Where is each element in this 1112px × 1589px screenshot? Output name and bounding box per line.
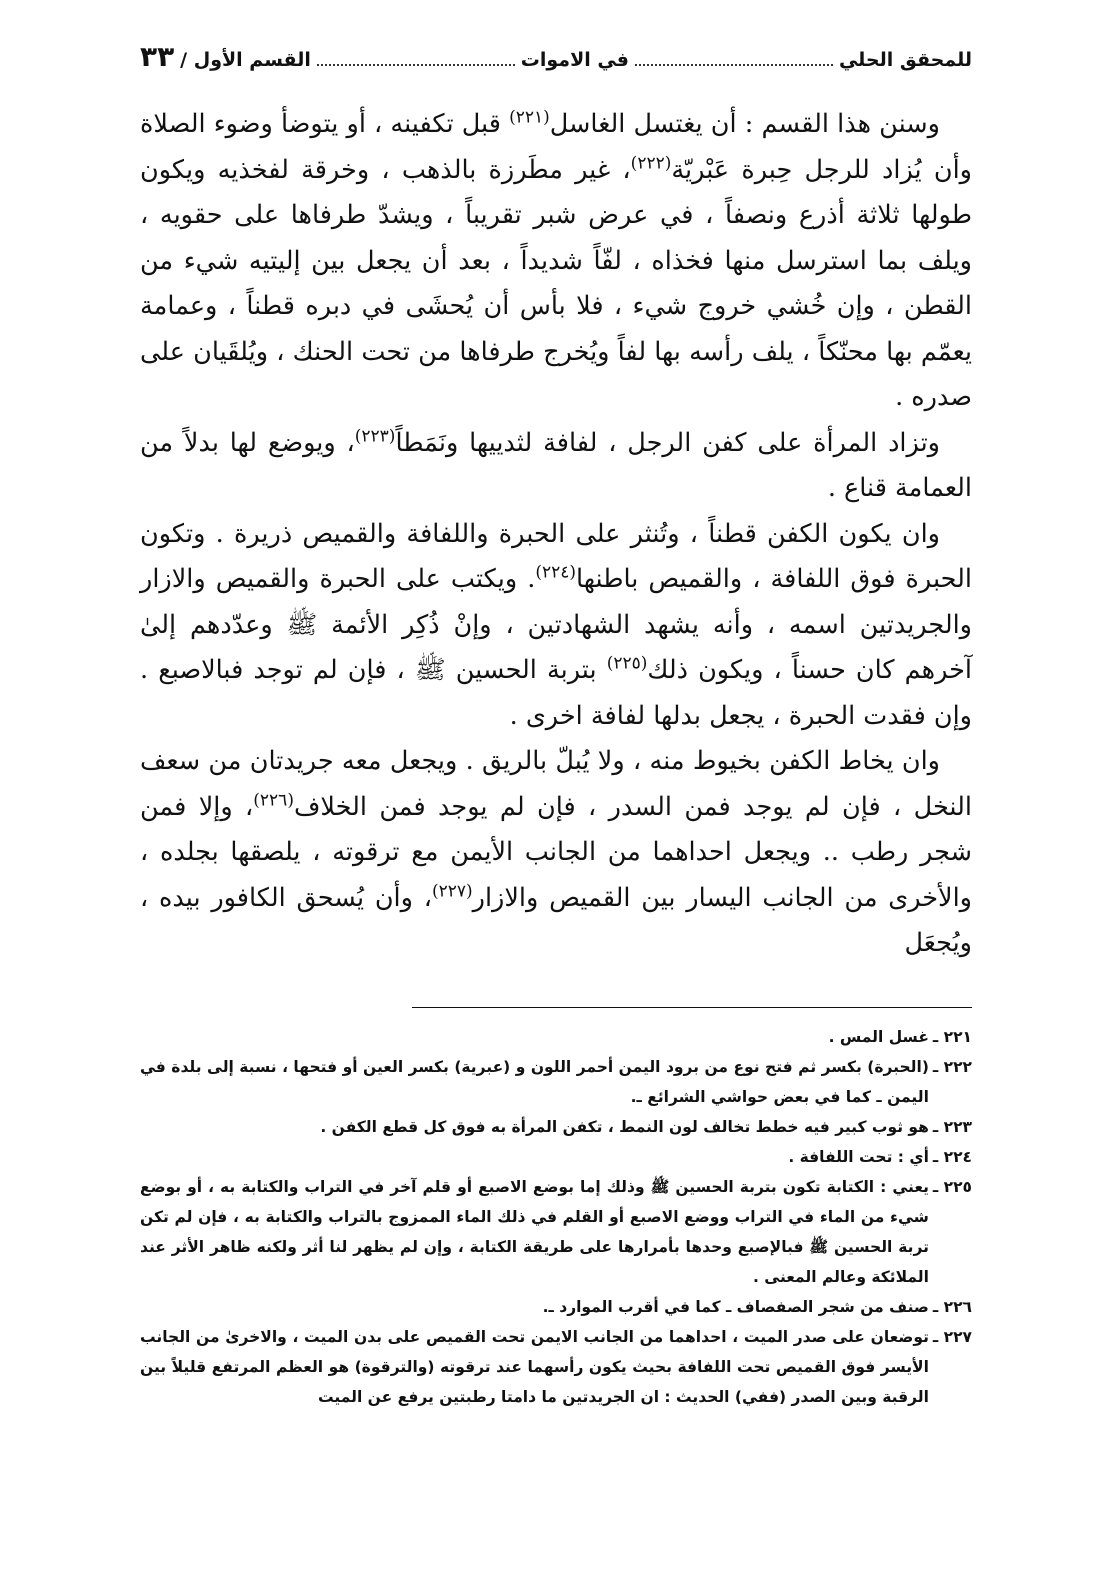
footnote-text: يعني : الكتابة تكون بتربة الحسين ﷺ وذلك إما بوضع الاصبع أو قلم آخر في التراب والكتابة به ، أو بوضع شيء من الماء في التراب ووضع الاصبع أو القلم في ذلك الماء الممزوج بالتراب والكتابة به ، فإن لم تكن تربة الحسين ﷺ فبالإصبع وحدها بأمرارها على طريقة الكتابة ، وإن لم يظهر لنا أثر ولكنه ظاهر الأثر عند الملائكة وعالم المعنى . <box>140 1177 929 1286</box>
footnote <box>140 1052 972 1112</box>
footnote-number: ٢٢٦ ـ <box>932 1297 972 1316</box>
paragraph-text: وان يكون الكفن قطناً ، وتُنثر على الحبرة واللفافة والقميص ذريرة . وتكون الحبرة فوق اللفافة ، والقميص باطنها <box>140 518 972 594</box>
footnote-text: غسل المس . <box>828 1027 929 1046</box>
paragraph-text: قبل تكفينه ، أو يتوضأ وضوء الصلاة وأن يُزاد للرجل حِبرة عَبْريّة <box>140 109 972 185</box>
footnote-reference: (٢٢٧) <box>431 881 473 901</box>
paragraph-text: ، وإلا فمن شجر رطب .. ويجعل احداهما من الجانب الأيمن مع ترقوته ، يلصقها بجلده ، والأخرى من الجانب اليسار بين القميص والازار <box>140 791 972 913</box>
section-title: في الاموات <box>520 49 630 71</box>
paragraph <box>140 739 972 967</box>
paragraph <box>140 102 972 421</box>
footnote <box>140 1172 972 1292</box>
footnote-text: (الحبرة) بكسر ثم فتح نوع من برود اليمن أحمر اللون و (عبرية) بكسر العين أو فتحها ، نسبة إلى بلدة في اليمن ـ كما في بعض حواشي الشرائع ـ. <box>140 1057 929 1106</box>
paragraph-text: وسنن هذا القسم : أن يغتسل الغاسل <box>549 109 940 139</box>
footnote-reference: (٢٢١) <box>509 107 550 128</box>
footnote-number: ٢٢٢ ـ <box>932 1057 972 1076</box>
footnote <box>140 1112 972 1142</box>
footnote <box>140 1292 972 1322</box>
paragraph-text: وان يخاط الكفن بخيوط منه ، ولا يُبلّ بالريق . ويجعل معه جريدتان من سعف النخل ، فإن لم يوجد فمن السدر ، فإن لم يوجد فمن الخلاف <box>140 746 972 822</box>
part-title: القسم الأول / <box>180 49 311 71</box>
main-text <box>140 102 972 967</box>
footnote-reference: (٢٢٣) <box>354 426 396 446</box>
footnote-number: ٢٢٤ ـ <box>932 1147 972 1166</box>
paragraph-text: وتزاد المرأة على كفن الرجل ، لفافة لثدييها ونَمَطاً <box>395 427 940 458</box>
footnote-separator <box>412 1007 972 1008</box>
footnote-reference: (٢٢٢) <box>630 153 672 173</box>
footnote-reference: (٢٢٤) <box>535 562 576 583</box>
footnotes <box>140 1022 972 1412</box>
footnote-text: أي : تحت اللفافة . <box>788 1147 929 1166</box>
footnote-text: صنف من شجر الصفصاف ـ كما في أقرب الموارد ـ. <box>542 1297 929 1316</box>
header-leader-dots <box>635 50 833 66</box>
paragraph <box>140 512 972 740</box>
footnote <box>140 1022 972 1052</box>
footnote-number: ٢٢٣ ـ <box>932 1117 972 1136</box>
running-title-right: للمحقق الحلي <box>838 49 972 71</box>
footnote-reference: (٢٢٦) <box>253 790 294 810</box>
paragraph <box>140 421 972 512</box>
footnote-reference: (٢٢٥) <box>606 653 648 674</box>
paragraph-text: ، وأن يُسحق الكافور بيده ، ويُجعَل <box>140 882 972 958</box>
paragraph-text: بتربة الحسين ﷺ ، فإن لم توجد فبالاصبع . وإن فقدت الحبرة ، يجعل بدلها لفافة اخرى . <box>140 655 972 731</box>
footnote <box>140 1322 972 1412</box>
footnote <box>140 1142 972 1172</box>
running-header <box>140 40 972 80</box>
paragraph-text: . ويكتب على الحبرة والقميص والازار والجريدتين اسمه ، وأنه يشهد الشهادتين ، وإنْ ذُكِر الأئمة ﷺ وعدّدهم إلىٰ آخرهم كان حسناً ، ويكون ذلك <box>140 564 972 685</box>
header-leader-dots <box>317 50 515 66</box>
footnote-number: ٢٢٥ ـ <box>932 1177 972 1196</box>
paragraph-text: ، ويوضع لها بدلاً من العمامة قناع . <box>140 427 972 503</box>
footnote-number: ٢٢١ ـ <box>932 1027 972 1046</box>
paragraph-text: ، غير مطَرزة بالذهب ، وخرقة لفخذيه ويكون طولها ثلاثة أذرع ونصفاً ، في عرض شبر تقريباً ، ويشدّ طرفاها على حقويه ، ويلف بما استرسل منها فخذاه ، لفّاً شديداً ، بعد أن يجعل بين إليتيه شيء من القطن ، وإن خُشي خروج شيء ، فلا بأس أن يُحشَى في دبره قطناً ، وعمامة يعمّم بها محنّكاً ، يلف رأسه بها لفاً ويُخرج طرفاها من تحت الحنك ، ويُلقَيان على صدره . <box>140 154 972 412</box>
page-number: ٣٣ <box>139 40 175 73</box>
footnote-text: توضعان على صدر الميت ، احداهما من الجانب الايمن تحت القميص على بدن الميت ، والاخرىٰ من الجانب الأيسر فوق القميص تحت اللفافة بحيث يكون رأسهما عند ترقوته (والترقوة) هو العظم المرتفع قليلاً بين الرقبة وبين الصدر (ففي) الحديث : ان الجريدتين ما دامتا رطبتين يرفع عن الميت <box>140 1327 929 1406</box>
footnote-text: هو ثوب كبير فيه خطط تخالف لون النمط ، تكفن المرأة به فوق كل قطع الكفن . <box>320 1117 929 1136</box>
footnote-number: ٢٢٧ ـ <box>932 1327 972 1346</box>
